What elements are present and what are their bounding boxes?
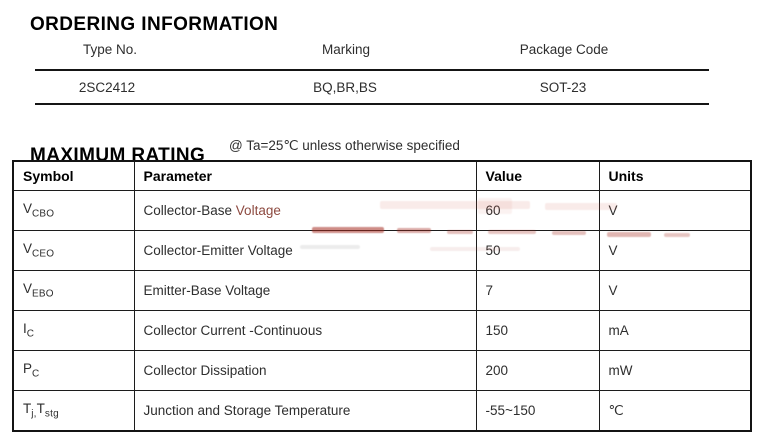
parameter-cell: Emitter-Base Voltage	[134, 271, 476, 311]
value-cell: 60	[476, 191, 599, 231]
ordering-header-marking: Marking	[321, 42, 371, 57]
symbol-cell: $I_C$	[13, 311, 134, 351]
rating-header-value: Value	[476, 161, 599, 191]
ordering-marking-value: BQ,BR,BS	[313, 80, 377, 95]
units-cell: V	[599, 271, 751, 311]
symbol-cell: $P_C$	[13, 351, 134, 391]
value-cell: 200	[476, 351, 599, 391]
ordering-information-title: ORDERING INFORMATION	[30, 13, 279, 35]
maximum-rating-condition: @ Ta=25℃ unless otherwise specified	[229, 138, 460, 153]
ordering-header-type-no: Type No.	[82, 42, 138, 57]
rating-row	[13, 391, 751, 432]
parameter-cell: Collector Dissipation	[134, 351, 476, 391]
rating-table-body	[13, 191, 751, 432]
units-cell: ℃	[599, 391, 751, 432]
parameter-red-word: Voltage	[235, 203, 281, 218]
symbol-cell: $T_{j,}T_{stg}$	[13, 391, 134, 432]
ordering-type-no-value: 2SC2412	[78, 80, 136, 95]
parameter-cell: Collector-Base Voltage	[134, 191, 476, 231]
units-cell: V	[599, 191, 751, 231]
ordering-divider-bottom	[35, 103, 709, 105]
symbol-cell: $V_{EBO}$	[13, 271, 134, 311]
rating-row	[13, 351, 751, 391]
units-cell: mW	[599, 351, 751, 391]
symbol-cell: $V_{CEO}$	[13, 231, 134, 271]
units-cell: V	[599, 231, 751, 271]
symbol-cell: $V_{CBO}$	[13, 191, 134, 231]
rating-header-symbol: Symbol	[13, 161, 134, 191]
ordering-header-package-code: Package Code	[519, 42, 609, 57]
ordering-package-code-value: SOT-23	[539, 80, 587, 95]
ordering-divider-top	[35, 69, 709, 71]
rating-row	[13, 311, 751, 351]
rating-row	[13, 271, 751, 311]
units-cell: mA	[599, 311, 751, 351]
parameter-cell: Junction and Storage Temperature	[134, 391, 476, 432]
maximum-rating-title: MAXIMUM RATING	[30, 144, 206, 166]
value-cell: 7	[476, 271, 599, 311]
rating-header-row	[13, 161, 751, 191]
parameter-cell: Collector-Emitter Voltage	[134, 231, 476, 271]
rating-header-units: Units	[599, 161, 751, 191]
rating-header-parameter: Parameter	[134, 161, 476, 191]
rating-row	[13, 231, 751, 271]
maximum-rating-table	[12, 160, 752, 432]
parameter-cell: Collector Current -Continuous	[134, 311, 476, 351]
value-cell: -55~150	[476, 391, 599, 432]
value-cell: 50	[476, 231, 599, 271]
rating-row	[13, 191, 751, 231]
value-cell: 150	[476, 311, 599, 351]
